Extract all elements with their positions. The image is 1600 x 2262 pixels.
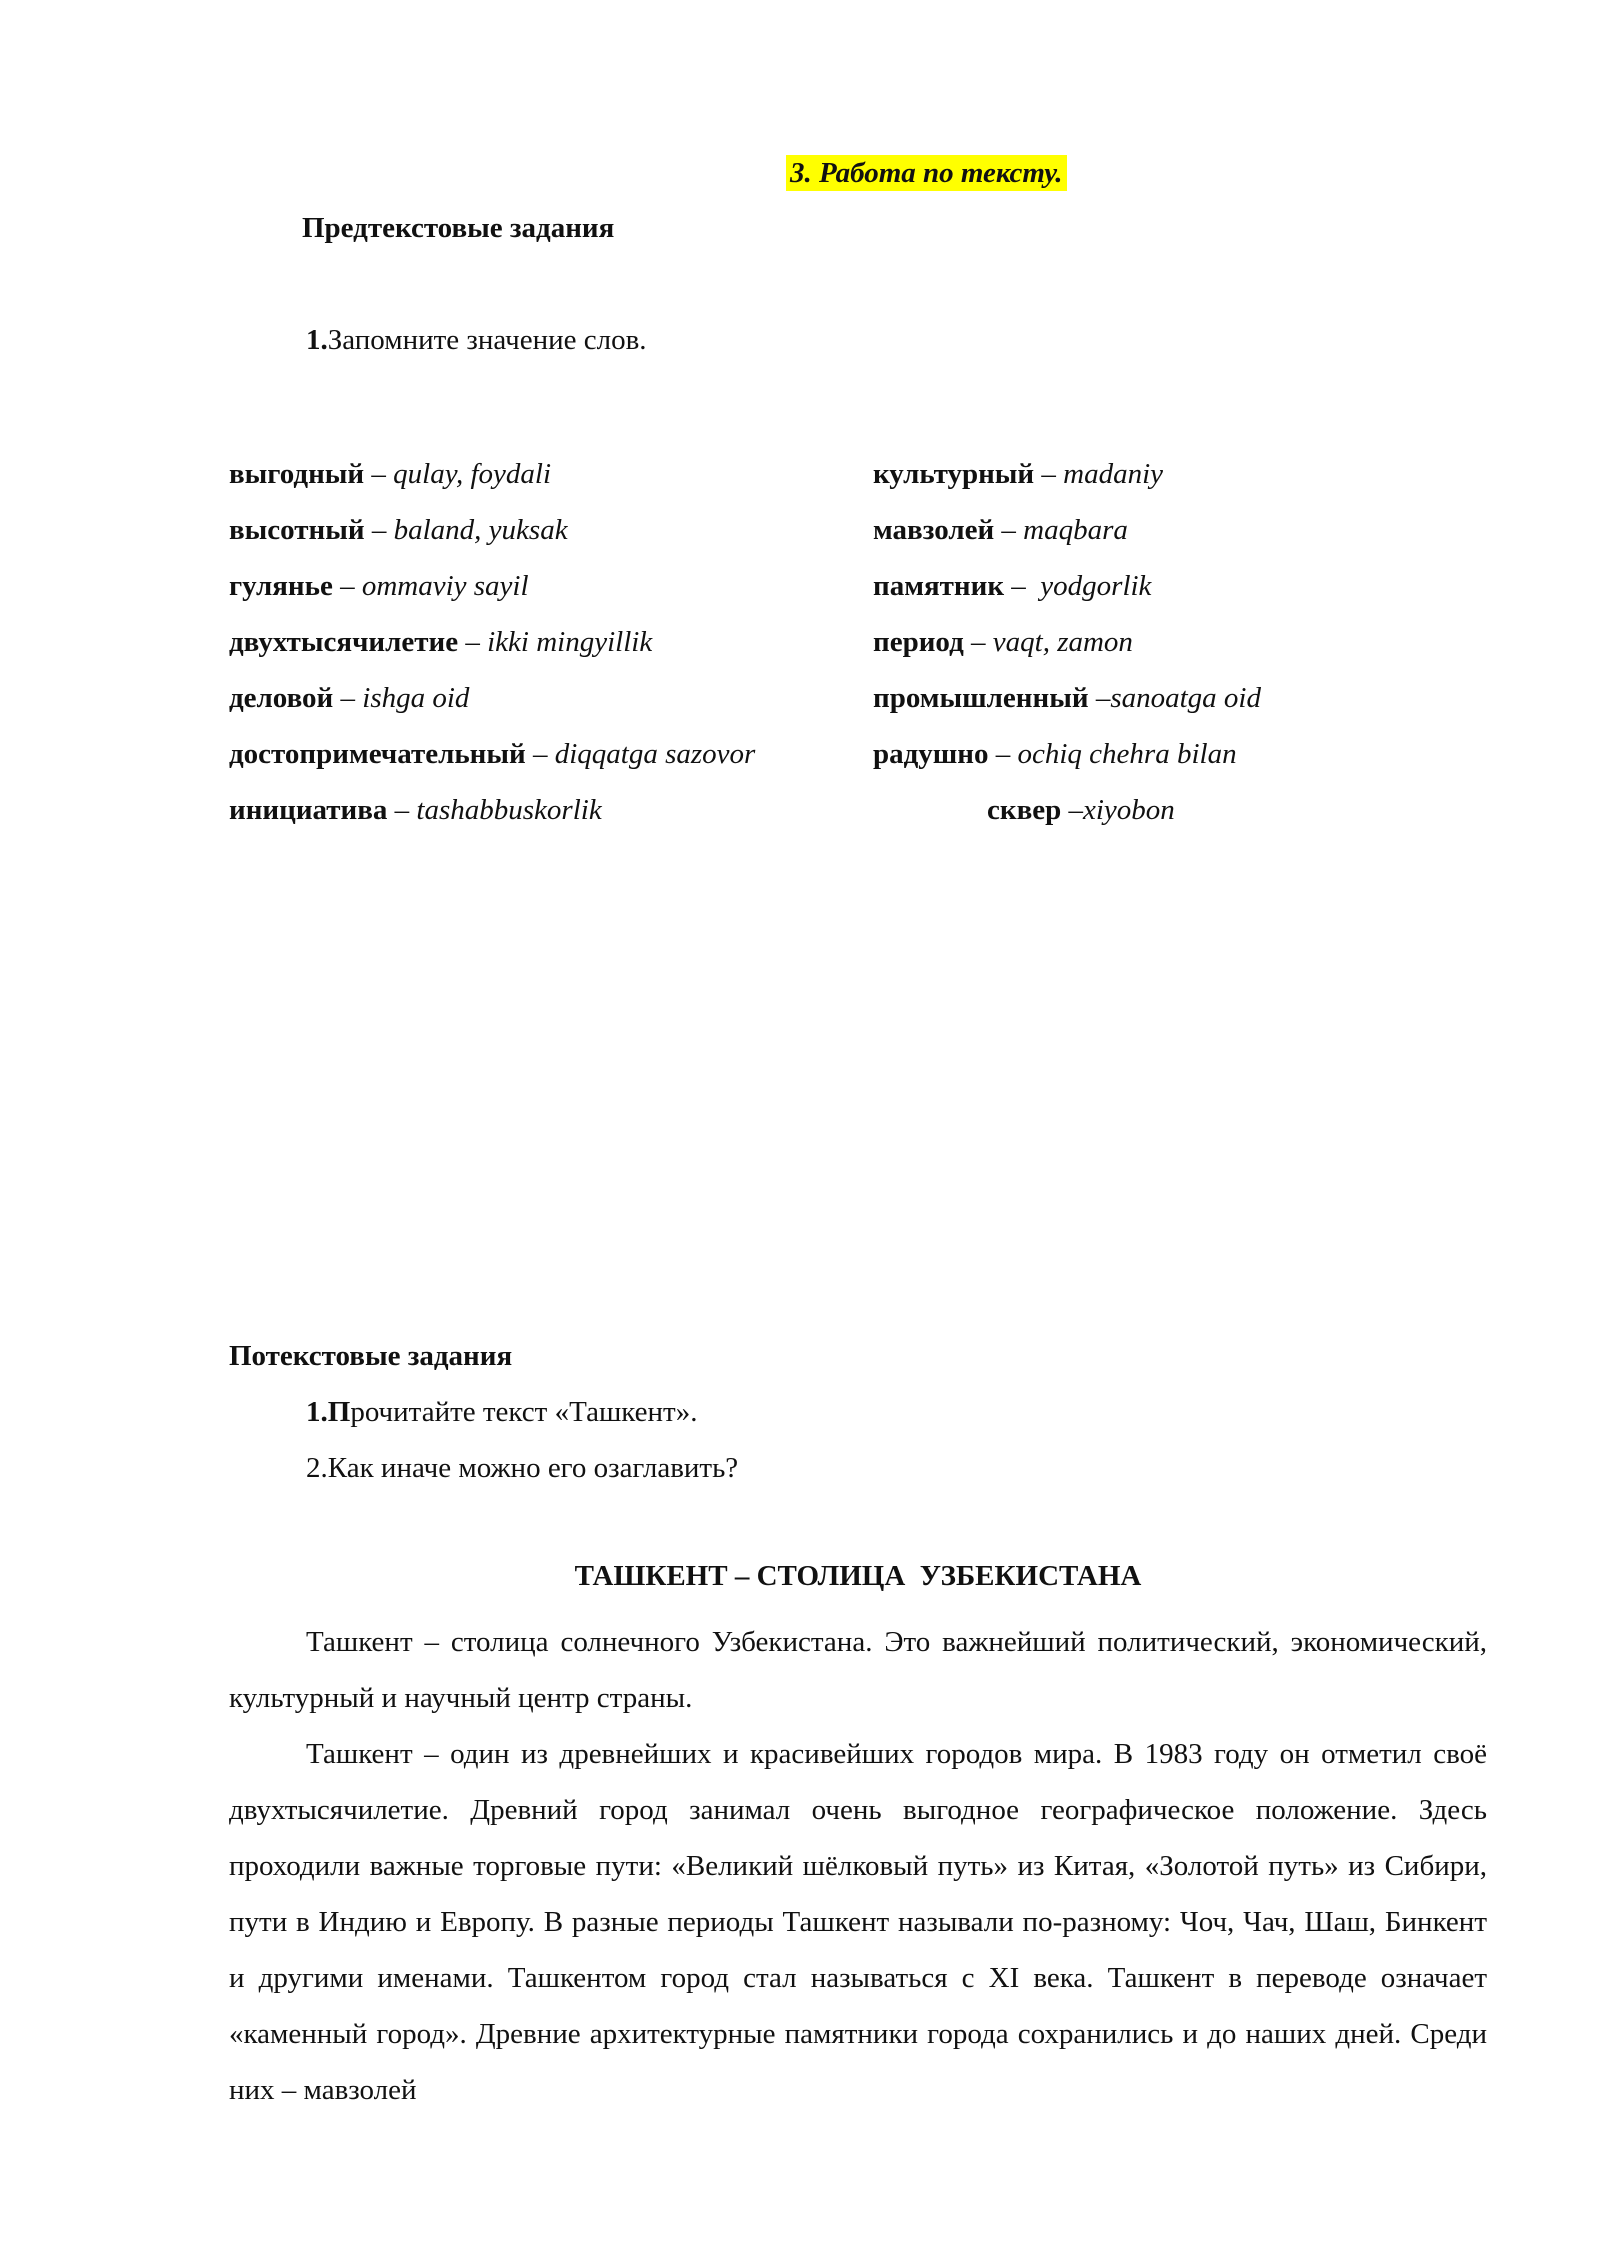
vocab-item xyxy=(229,566,755,622)
vocab-term: гулянье xyxy=(229,570,333,602)
vocab-item xyxy=(873,454,1261,510)
vocab-translation: ommaviy sayil xyxy=(361,570,529,602)
post-text-heading: Потекстовые задания xyxy=(229,1340,513,1372)
post-task-1-text: рочитайте текст «Ташкент». xyxy=(350,1396,698,1428)
vocab-translation: madaniy xyxy=(1063,458,1164,490)
vocab-separator: – xyxy=(364,458,394,490)
vocab-translation: xiyobon xyxy=(1083,794,1175,826)
vocab-translation: yodgorlik xyxy=(1040,570,1152,602)
vocab-term: инициатива xyxy=(229,794,388,826)
vocab-translation: ishga oid xyxy=(362,682,470,714)
vocab-separator: – xyxy=(387,794,417,826)
vocab-term: двухтысячилетие xyxy=(229,626,459,658)
vocab-separator: – xyxy=(1088,682,1111,714)
section-title: 3. Работа по тексту. xyxy=(786,155,1067,191)
vocab-separator: – xyxy=(963,626,993,658)
pre-task-1-number: 1. xyxy=(306,324,328,356)
vocab-translation: sanoatga oid xyxy=(1110,682,1261,714)
pre-text-heading: Предтекстовые задания xyxy=(302,212,615,244)
reading-paragraph: Ташкент – один из древнейших и красивейших городов мира. В 1983 году он отметил своё двухтысячилетие. Древний город занимал очень выгодное географическое положение. Здесь проходили важные торговые пути: «Великий шёлковый путь» из Китая, «Золотой путь» из Сибири, пути в Индию и Европу. В разные периоды Ташкент называли по-разному: Чоч, Чач, Шаш, Бинкент и другими именами. Ташкентом город стал называться с XI века. Ташкент в переводе означает «каменный город». Древние архитектурные памятники города сохранились и до наших дней. Среди них – мавзолей xyxy=(229,1738,1487,2106)
vocab-term: период xyxy=(873,626,964,658)
vocab-separator: – xyxy=(988,738,1018,770)
vocab-separator: – xyxy=(1061,794,1083,826)
vocabulary-left-column xyxy=(229,454,755,846)
post-task-1-number: 1.П xyxy=(306,1396,351,1428)
vocab-term: выгодный xyxy=(229,458,365,490)
pre-task-1-text: Запомните значение слов. xyxy=(327,324,647,356)
reading-body xyxy=(229,1614,1487,2118)
vocab-separator: – xyxy=(364,514,394,546)
vocab-separator: – xyxy=(333,682,363,714)
reading-title: ТАШКЕНТ – СТОЛИЦА УЗБЕКИСТАНА xyxy=(574,1560,1142,1592)
vocab-translation: vaqt, zamon xyxy=(992,626,1133,658)
vocab-term: сквер xyxy=(987,794,1062,826)
vocab-item xyxy=(229,678,755,734)
vocab-separator: – xyxy=(332,570,362,602)
vocab-item xyxy=(229,734,755,790)
vocab-translation: ochiq chehra bilan xyxy=(1017,738,1237,770)
vocab-translation: baland, yuksak xyxy=(393,514,568,546)
vocabulary-right-column xyxy=(873,454,1261,846)
pre-task-1 xyxy=(306,324,647,357)
vocab-term: достопримечательный xyxy=(229,738,526,770)
vocab-item xyxy=(873,510,1261,566)
vocab-term: высотный xyxy=(229,514,365,546)
vocab-term: культурный xyxy=(873,458,1035,490)
vocab-separator: – xyxy=(458,626,488,658)
vocab-term: мавзолей xyxy=(873,514,995,546)
vocab-translation: ikki mingyillik xyxy=(487,626,653,658)
vocab-term: памятник xyxy=(873,570,1005,602)
vocab-item xyxy=(873,566,1261,622)
vocab-item xyxy=(229,622,755,678)
vocab-separator: – xyxy=(1004,570,1041,602)
vocab-translation: tashabbuskorlik xyxy=(416,794,602,826)
vocab-translation: maqbara xyxy=(1023,514,1128,546)
vocab-translation: qulay, foydali xyxy=(393,458,552,490)
vocab-item xyxy=(873,678,1261,734)
vocab-term: промышленный xyxy=(873,682,1089,714)
vocab-separator: – xyxy=(525,738,555,770)
vocab-separator: – xyxy=(994,514,1024,546)
reading-paragraph: Ташкент – столица солнечного Узбекистана. Это важнейший политический, экономический, культурный и научный центр страны. xyxy=(229,1626,1487,1714)
vocab-item xyxy=(873,790,1261,846)
vocab-term: деловой xyxy=(229,682,334,714)
post-task-2: 2.Как иначе можно его озаглавить? xyxy=(306,1452,739,1484)
vocab-translation: diqqatga sazovor xyxy=(554,738,756,770)
vocab-term: радушно xyxy=(873,738,989,770)
vocab-separator: – xyxy=(1034,458,1064,490)
vocab-item xyxy=(229,790,755,846)
vocab-item xyxy=(229,510,755,566)
vocab-item xyxy=(873,622,1261,678)
vocab-item xyxy=(873,734,1261,790)
post-task-1 xyxy=(306,1396,697,1429)
vocab-item xyxy=(229,454,755,510)
